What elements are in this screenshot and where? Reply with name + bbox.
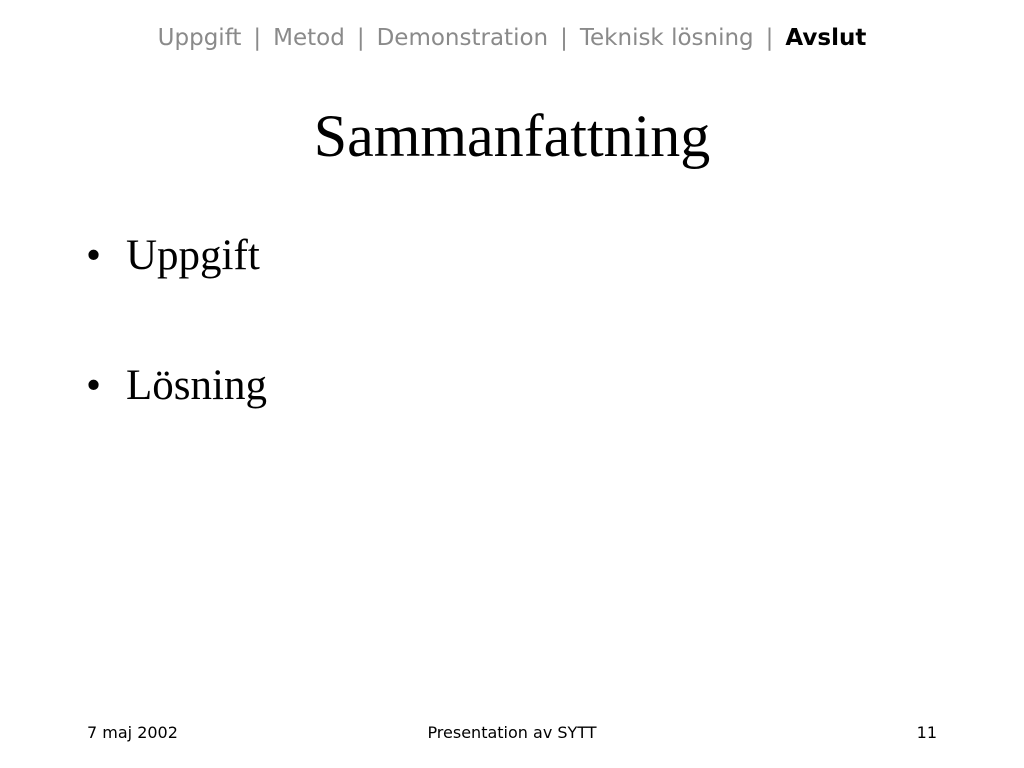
bullet-icon: • xyxy=(86,362,102,409)
nav-item-demonstration[interactable]: Demonstration xyxy=(376,25,549,51)
nav-separator: | xyxy=(765,25,774,51)
footer-date: 7 maj 2002 xyxy=(87,723,178,742)
bullet-text: Uppgift xyxy=(126,232,260,279)
slide-footer xyxy=(0,721,1024,745)
bullet-text: Lösning xyxy=(126,362,267,409)
nav-separator: | xyxy=(356,25,365,51)
nav-separator: | xyxy=(253,25,262,51)
bullet-item xyxy=(86,358,267,488)
bullet-icon: • xyxy=(86,232,102,279)
nav-separator: | xyxy=(560,25,568,51)
bullet-item xyxy=(86,228,267,358)
slide-title: Sammanfattning xyxy=(313,103,711,169)
bullet-list xyxy=(86,228,267,488)
nav-item-teknisk-losning[interactable]: Teknisk lösning xyxy=(579,25,754,51)
nav-item-metod[interactable]: Metod xyxy=(273,25,345,51)
nav-item-avslut[interactable]: Avslut xyxy=(785,25,867,51)
footer-presentation-title: Presentation av SYTT xyxy=(427,723,597,742)
nav-item-uppgift[interactable]: Uppgift xyxy=(157,25,242,51)
section-navigation xyxy=(0,22,1024,54)
footer-page-number: 11 xyxy=(916,723,937,742)
